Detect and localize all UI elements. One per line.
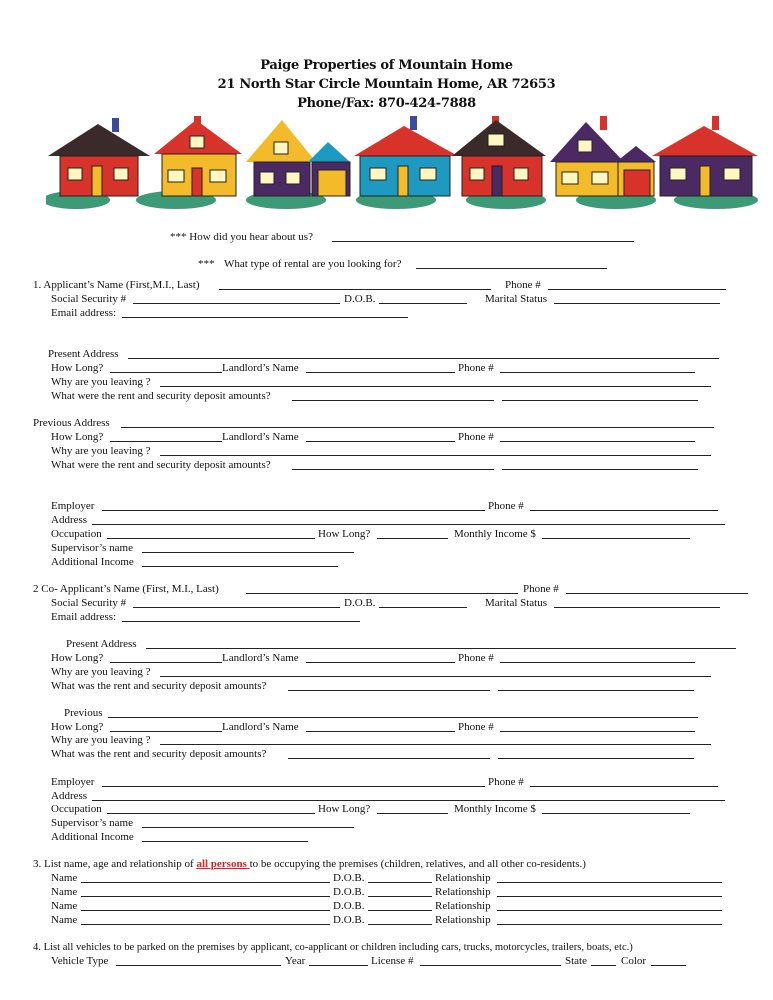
rent-deposit-label: What was the rent and security deposit amounts? — [51, 680, 267, 692]
deposit-field[interactable] — [502, 469, 698, 470]
monthly-income-field[interactable] — [542, 538, 690, 539]
applicant-name-label: 1. Applicant’s Name (First,M.I., Last) — [33, 279, 200, 291]
why-leaving-field[interactable] — [160, 386, 711, 387]
occupant-relationship-label: Relationship — [435, 886, 491, 898]
employer-address-field[interactable] — [92, 524, 725, 525]
house-icon — [48, 118, 150, 196]
why-leaving-label: Why are you leaving ? — [51, 666, 151, 678]
question-rental-type: What type of rental are you looking for? — [224, 258, 402, 270]
why-leaving-label: Why are you leaving ? — [51, 734, 151, 746]
applicant-ssn-field[interactable] — [133, 303, 340, 304]
house-icon — [452, 116, 546, 196]
occupant-relationship-field[interactable] — [497, 882, 722, 883]
house-icon — [550, 116, 656, 196]
vehicle-year-field[interactable] — [309, 965, 368, 966]
occupant-relationship-label: Relationship — [435, 872, 491, 884]
vehicle-license-field[interactable] — [420, 965, 561, 966]
section3-post: to be occupying the premises (children, relatives, and all other co-residents.) — [249, 858, 586, 870]
occupant-dob-field[interactable] — [368, 924, 432, 925]
occupant-relationship-label: Relationship — [435, 900, 491, 912]
occupant-relationship-label: Relationship — [435, 914, 491, 926]
coapplicant-marital-label: Marital Status — [485, 597, 548, 609]
landlord-label: Landlord’s Name — [222, 431, 299, 443]
applicant-marital-field[interactable] — [554, 303, 720, 304]
coapplicant-previous-label: Previous — [64, 707, 103, 719]
stars: *** — [198, 258, 215, 270]
employer-label: Employer — [51, 776, 95, 788]
monthly-income-label: Monthly Income $ — [454, 803, 536, 815]
coapplicant-present-address-label: Present Address — [66, 638, 137, 650]
how-long-label: How Long? — [51, 721, 104, 733]
why-leaving-label: Why are you leaving ? — [51, 445, 151, 457]
job-how-long-field[interactable] — [377, 813, 448, 814]
coapplicant-present-address-field[interactable] — [146, 648, 736, 649]
applicant-dob-label: D.O.B. — [344, 293, 376, 305]
question-how-heard: *** How did you hear about us? — [170, 231, 313, 243]
rent-deposit-label: What were the rent and security deposit amounts? — [51, 459, 271, 471]
occupant-name-label: Name — [51, 900, 78, 912]
landlord-phone-label: Phone # — [458, 431, 494, 443]
occupant-relationship-field[interactable] — [497, 896, 722, 897]
house-icon — [652, 116, 758, 196]
employer-address-label: Address — [51, 514, 88, 526]
occupant-name-field[interactable] — [81, 924, 330, 925]
occupation-label: Occupation — [51, 528, 102, 540]
how-long-label: How Long? — [51, 362, 104, 374]
applicant-dob-field[interactable] — [379, 303, 467, 304]
job-how-long-field[interactable] — [377, 538, 448, 539]
applicant-email-label: Email address: — [51, 307, 117, 319]
why-leaving-field[interactable] — [160, 676, 711, 677]
coapplicant-dob-field[interactable] — [379, 607, 467, 608]
deposit-field[interactable] — [498, 758, 694, 759]
houses-illustration — [46, 112, 758, 210]
occupant-dob-label: D.O.B. — [333, 900, 365, 912]
coapplicant-ssn-label: Social Security # — [51, 597, 127, 609]
supervisor-field[interactable] — [142, 552, 354, 553]
monthly-income-field[interactable] — [542, 813, 690, 814]
occupant-name-field[interactable] — [81, 910, 330, 911]
rental-type-field[interactable] — [416, 268, 607, 269]
vehicle-year-label: Year — [285, 955, 306, 967]
applicant-marital-label: Marital Status — [485, 293, 548, 305]
occupant-dob-label: D.O.B. — [333, 914, 365, 926]
occupant-name-field[interactable] — [81, 882, 330, 883]
why-leaving-field[interactable] — [160, 744, 711, 745]
house-icon — [354, 116, 458, 196]
how-long-label: How Long? — [51, 431, 104, 443]
company-name: Paige Properties of Mountain Home — [260, 58, 513, 73]
occupant-relationship-field[interactable] — [497, 924, 722, 925]
coapplicant-phone-field[interactable] — [566, 593, 748, 594]
occupant-name-field[interactable] — [81, 896, 330, 897]
section4-heading: 4. List all vehicles to be parked on the premises by applicant, co-applicant or children including cars, trucks, motorcycles, trailers, boats, etc.) — [33, 942, 633, 953]
occupation-field[interactable] — [107, 813, 315, 814]
employer-address-field[interactable] — [92, 800, 725, 801]
landlord-field[interactable] — [306, 731, 455, 732]
rent-deposit-label: What were the rent and security deposit amounts? — [51, 390, 271, 402]
coapplicant-marital-field[interactable] — [554, 607, 720, 608]
company-address: 21 North Star Circle Mountain Home, AR 72653 — [217, 77, 556, 92]
deposit-field[interactable] — [502, 400, 698, 401]
supervisor-field[interactable] — [142, 827, 354, 828]
occupant-name-label: Name — [51, 872, 78, 884]
employer-field[interactable] — [102, 786, 485, 787]
how-long-field[interactable] — [110, 441, 222, 442]
rent-field[interactable] — [288, 758, 490, 759]
supervisor-label: Supervisor’s name — [51, 817, 133, 829]
employer-phone-label: Phone # — [488, 776, 524, 788]
landlord-phone-field[interactable] — [500, 731, 695, 732]
previous-address-label: Previous Address — [33, 417, 110, 429]
applicant-ssn-label: Social Security # — [51, 293, 127, 305]
coapplicant-dob-label: D.O.B. — [344, 597, 376, 609]
house-icon — [154, 116, 242, 196]
job-how-long-label: How Long? — [318, 528, 371, 540]
monthly-income-label: Monthly Income $ — [454, 528, 536, 540]
landlord-phone-field[interactable] — [500, 441, 695, 442]
job-how-long-label: How Long? — [318, 803, 371, 815]
occupant-dob-label: D.O.B. — [333, 886, 365, 898]
landlord-phone-label: Phone # — [458, 362, 494, 374]
previous-address-field[interactable] — [121, 427, 714, 428]
vehicle-color-field[interactable] — [651, 965, 686, 966]
coapplicant-email-label: Email address: — [51, 611, 117, 623]
applicant-present-address-label: Present Address — [48, 348, 119, 360]
employer-phone-field[interactable] — [530, 786, 718, 787]
why-leaving-field[interactable] — [160, 455, 711, 456]
landlord-label: Landlord’s Name — [222, 362, 299, 374]
landlord-phone-label: Phone # — [458, 652, 494, 664]
rent-deposit-label: What was the rent and security deposit amounts? — [51, 748, 267, 760]
supervisor-label: Supervisor’s name — [51, 542, 133, 554]
occupant-name-label: Name — [51, 886, 78, 898]
landlord-field[interactable] — [306, 441, 455, 442]
landlord-phone-field[interactable] — [500, 372, 695, 373]
additional-income-field[interactable] — [142, 566, 338, 567]
rent-field[interactable] — [292, 469, 494, 470]
rent-field[interactable] — [292, 400, 494, 401]
coapplicant-name-field[interactable] — [246, 593, 518, 594]
employer-label: Employer — [51, 500, 95, 512]
how-heard-field[interactable] — [332, 241, 634, 242]
deposit-field[interactable] — [498, 690, 694, 691]
applicant-present-address-field[interactable] — [128, 358, 719, 359]
additional-income-field[interactable] — [142, 841, 308, 842]
why-leaving-label: Why are you leaving ? — [51, 376, 151, 388]
occupation-field[interactable] — [107, 538, 315, 539]
occupant-dob-field[interactable] — [368, 882, 432, 883]
rent-field[interactable] — [288, 690, 490, 691]
coapplicant-phone-label: Phone # — [523, 583, 559, 595]
employer-phone-label: Phone # — [488, 500, 524, 512]
house-icon — [246, 120, 350, 196]
occupant-name-label: Name — [51, 914, 78, 926]
applicant-phone-label: Phone # — [505, 279, 541, 291]
coapplicant-previous-field[interactable] — [108, 717, 698, 718]
vehicle-license-label: License # — [371, 955, 414, 967]
vehicle-color-label: Color — [621, 955, 647, 967]
employer-field[interactable] — [102, 510, 485, 511]
occupant-dob-field[interactable] — [368, 896, 432, 897]
occupant-relationship-field[interactable] — [497, 910, 722, 911]
section3-emphasis: all persons — [196, 858, 250, 870]
occupant-dob-field[interactable] — [368, 910, 432, 911]
additional-income-label: Additional Income — [51, 831, 134, 843]
coapplicant-name-label: 2 Co- Applicant’s Name (First, M.I., Last) — [33, 583, 219, 595]
additional-income-label: Additional Income — [51, 556, 134, 568]
vehicle-state-label: State — [565, 955, 587, 967]
landlord-phone-field[interactable] — [500, 662, 695, 663]
occupant-dob-label: D.O.B. — [333, 872, 365, 884]
section3-pre: 3. List name, age and relationship of — [33, 858, 197, 870]
occupation-label: Occupation — [51, 803, 102, 815]
vehicle-state-field[interactable] — [591, 965, 616, 966]
applicant-name-field[interactable] — [219, 289, 491, 290]
section3-heading — [33, 858, 586, 871]
vehicle-type-label: Vehicle Type — [51, 955, 109, 967]
how-long-field[interactable] — [110, 662, 222, 663]
landlord-phone-label: Phone # — [458, 721, 494, 733]
applicant-phone-field[interactable] — [548, 289, 726, 290]
employer-phone-field[interactable] — [530, 510, 718, 511]
applicant-email-field[interactable] — [122, 317, 408, 318]
vehicle-type-field[interactable] — [116, 965, 281, 966]
coapplicant-email-field[interactable] — [122, 621, 360, 622]
landlord-field[interactable] — [306, 372, 455, 373]
how-long-label: How Long? — [51, 652, 104, 664]
company-phone: Phone/Fax: 870-424-7888 — [297, 96, 476, 111]
employer-address-label: Address — [51, 790, 88, 802]
landlord-field[interactable] — [306, 662, 455, 663]
landlord-label: Landlord’s Name — [222, 652, 299, 664]
landlord-label: Landlord’s Name — [222, 721, 299, 733]
how-long-field[interactable] — [110, 372, 222, 373]
coapplicant-ssn-field[interactable] — [133, 607, 340, 608]
how-long-field[interactable] — [110, 731, 222, 732]
